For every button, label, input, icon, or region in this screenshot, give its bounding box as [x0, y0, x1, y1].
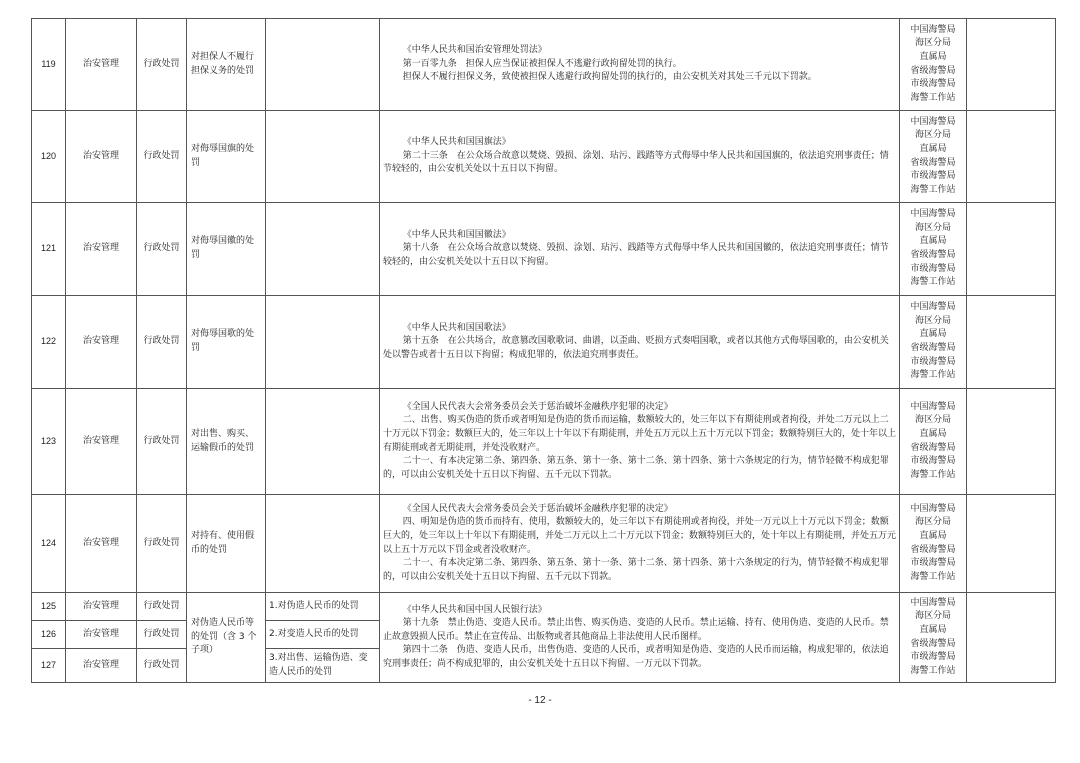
org-name: 市级海警局 [910, 652, 956, 663]
group-item: 对伪造人民币等的处罚（含 3 个子项） [187, 593, 266, 683]
row-number: 122 [32, 296, 66, 389]
row-legal-basis [380, 389, 900, 495]
org-name: 直属局 [919, 624, 947, 635]
group-legal-basis [380, 593, 900, 683]
row-category: 治安管理 [66, 203, 137, 296]
org-name: 海区分局 [914, 415, 951, 426]
row-type: 行政处罚 [137, 649, 187, 683]
row-item: 对侮辱国旗的处罚 [187, 111, 266, 203]
legal-basis-line: 《中华人民共和国国徽法》 [402, 229, 511, 240]
org-name: 中国海警局 [910, 302, 956, 313]
org-name: 海区分局 [914, 222, 951, 233]
row-type: 行政处罚 [137, 593, 187, 621]
legal-basis-line: 《全国人民代表大会常务委员会关于惩治破坏金融秩序犯罪的决定》 [402, 503, 673, 514]
row-legal-basis [380, 203, 900, 296]
org-name: 市级海警局 [910, 263, 956, 274]
table-row [32, 296, 1056, 389]
row-remark [967, 389, 1056, 495]
org-name: 海区分局 [914, 611, 951, 622]
row-type: 行政处罚 [137, 389, 187, 495]
table-row [32, 495, 1056, 593]
group-remark [967, 593, 1056, 683]
org-name: 省级海警局 [910, 65, 956, 76]
org-name: 市级海警局 [910, 356, 956, 367]
org-name: 中国海警局 [910, 24, 956, 35]
org-name: 市级海警局 [910, 79, 956, 90]
row-organizations [900, 203, 967, 296]
row-organizations [900, 389, 967, 495]
row-category: 治安管理 [66, 19, 137, 111]
table-row [32, 111, 1056, 203]
legal-basis-line: 《中华人民共和国治安管理处罚法》 [402, 45, 547, 56]
row-number: 123 [32, 389, 66, 495]
row-category: 治安管理 [66, 296, 137, 389]
org-name: 省级海警局 [910, 343, 956, 353]
org-name: 中国海警局 [910, 503, 956, 514]
row-type: 行政处罚 [137, 203, 187, 296]
row-organizations [900, 19, 967, 111]
org-name: 省级海警局 [910, 157, 956, 168]
enforcement-table [31, 18, 1056, 683]
row-category: 治安管理 [66, 111, 137, 203]
row-subitem [266, 389, 380, 495]
legal-basis-line: 第二十三条 在公众场合故意以焚烧、毁损、涂划、玷污、践踏等方式侮辱中华人民共和国国旗的，依法追究刑事责任；情节较轻的，由公安机关处以十五日以下拘留。 [383, 150, 889, 175]
row-organizations [900, 111, 967, 203]
row-item: 对侮辱国徽的处罚 [187, 203, 266, 296]
row-type: 行政处罚 [137, 495, 187, 593]
org-name: 直属局 [919, 51, 947, 62]
legal-basis-line: 第四十二条 伪造、变造人民币，出售伪造、变造的人民币，或者明知是伪造、变造的人民币而运输，构成犯罪的，依法追究刑事责任；尚不构成犯罪的，由公安机关处十五日以下拘留、一万元以下罚款。 [383, 645, 889, 669]
row-subitem [266, 19, 380, 111]
legal-basis-line: 二、出售、购买伪造的货币或者明知是伪造的货币而运输，数额较大的，处三年以下有期徒刑或者拘役，并处二万元以上二十万元以下罚金；数额巨大的，处三年以上十年以下有期徒刑，并处五万元以上五十万元以下罚金；数额特别巨大的，处十年以上有期徒刑或者无期徒刑，并处没收财产。 [383, 415, 897, 453]
row-remark [967, 19, 1056, 111]
legal-basis-line: 第十五条 在公共场合，故意篡改国歌歌词、曲谱，以歪曲、贬损方式奏唱国歌，或者以其他方式侮辱国歌的，由公安机关处以警告或者十五日以下拘留；构成犯罪的，依法追究刑事责任。 [383, 336, 889, 360]
legal-basis-line: 二十一、有本决定第二条、第四条、第五条、第十一条、第十二条、第十四条、第十六条规定的行为，情节轻微不构成犯罪的，可以由公安机关处十五日以下拘留、五千元以下罚款。 [383, 558, 889, 582]
row-category: 治安管理 [66, 649, 137, 683]
legal-basis-line: 担保人不履行担保义务，致使被担保人逃避行政拘留处罚的执行的，由公安机关对其处三千元以下罚款。 [402, 72, 817, 83]
legal-basis-line: 第十九条 禁止伪造、变造人民币。禁止出售、购买伪造、变造的人民币。禁止运输、持有、使用伪造、变造的人民币。禁止故意毁损人民币。禁止在宣传品、出版物或者其他商品上非法使用人民币图样。 [383, 618, 889, 642]
org-name: 市级海警局 [910, 558, 956, 569]
row-category: 治安管理 [66, 621, 137, 649]
org-name: 海警工作站 [910, 571, 956, 582]
legal-basis-line: 二十一、有本决定第二条、第四条、第五条、第十一条、第十二条、第十四条、第十六条规定的行为，情节轻微不构成犯罪的，可以由公安机关处十五日以下拘留、五千元以下罚款。 [383, 456, 889, 480]
row-number: 126 [32, 621, 66, 649]
row-number: 125 [32, 593, 66, 621]
org-name: 市级海警局 [910, 456, 956, 467]
org-name: 直属局 [919, 329, 947, 340]
org-name: 海区分局 [914, 315, 951, 326]
legal-basis-line: 四、明知是伪造的货币而持有、使用，数额较大的，处三年以下有期徒刑或者拘役，并处一万元以上十万元以下罚金；数额巨大的，处三年以上十年以下有期徒刑，并处二万元以上二十万元以下罚金；数额特别巨大的，处十年以上有期徒刑，并处五万元以上五十万元以下罚金或者没收财产。 [383, 517, 897, 555]
row-number: 127 [32, 649, 66, 683]
row-type: 行政处罚 [137, 621, 187, 649]
table-row [32, 19, 1056, 111]
group-organizations [900, 593, 967, 683]
row-remark [967, 203, 1056, 296]
org-name: 中国海警局 [910, 597, 956, 608]
row-remark [967, 495, 1056, 593]
row-subitem [266, 111, 380, 203]
row-subitem: 1.对伪造人民币的处罚 [266, 593, 380, 621]
legal-basis-line: 《中华人民共和国国歌法》 [402, 322, 511, 333]
row-legal-basis [380, 111, 900, 203]
legal-basis-line: 第一百零九条 担保人应当保证被担保人不逃避行政拘留处罚的执行。 [402, 58, 682, 69]
legal-basis-line: 《中华人民共和国中国人民银行法》 [402, 604, 547, 615]
row-number: 124 [32, 495, 66, 593]
org-name: 省级海警局 [910, 544, 956, 555]
row-item: 对持有、使用假币的处罚 [187, 495, 266, 593]
org-name: 省级海警局 [910, 250, 956, 260]
org-name: 海警工作站 [910, 370, 956, 381]
row-subitem: 2.对变造人民币的处罚 [266, 621, 380, 649]
org-name: 海区分局 [914, 517, 951, 528]
legal-basis-line: 《中华人民共和国国旗法》 [402, 137, 511, 148]
org-name: 海警工作站 [910, 184, 956, 195]
org-name: 直属局 [919, 530, 947, 541]
legal-basis-line: 第十八条 在公众场合故意以焚烧、毁损、涂划、玷污、践踏等方式侮辱中华人民共和国国徽的，依法追究刑事责任；情节较轻的，由公安机关处以十五日以下拘留。 [383, 243, 889, 267]
org-name: 直属局 [919, 143, 947, 154]
row-category: 治安管理 [66, 389, 137, 495]
table-row [32, 389, 1056, 495]
org-name: 中国海警局 [910, 401, 956, 412]
row-number: 119 [32, 19, 66, 111]
row-remark [967, 111, 1056, 203]
row-organizations [900, 495, 967, 593]
row-type: 行政处罚 [137, 296, 187, 389]
table-row [32, 593, 1056, 621]
row-item: 对侮辱国歌的处罚 [187, 296, 266, 389]
org-name: 海警工作站 [910, 665, 956, 676]
org-name: 市级海警局 [910, 171, 956, 182]
row-type: 行政处罚 [137, 111, 187, 203]
org-name: 海区分局 [914, 130, 951, 141]
org-name: 省级海警局 [910, 638, 956, 649]
row-legal-basis [380, 495, 900, 593]
row-number: 121 [32, 203, 66, 296]
row-subitem [266, 495, 380, 593]
org-name: 海警工作站 [910, 277, 956, 288]
row-category: 治安管理 [66, 495, 137, 593]
row-legal-basis [380, 296, 900, 389]
org-name: 中国海警局 [910, 116, 956, 127]
row-subitem: 3.对出售、运输伪造、变造人民币的处罚 [266, 649, 380, 683]
row-organizations [900, 296, 967, 389]
row-remark [967, 296, 1056, 389]
table-row [32, 203, 1056, 296]
row-subitem [266, 296, 380, 389]
org-name: 省级海警局 [910, 442, 956, 453]
row-category: 治安管理 [66, 593, 137, 621]
row-number: 120 [32, 111, 66, 203]
row-type: 行政处罚 [137, 19, 187, 111]
org-name: 海警工作站 [910, 92, 956, 103]
org-name: 直属局 [919, 236, 947, 247]
row-item: 对出售、购买、运输假币的处罚 [187, 389, 266, 495]
org-name: 直属局 [919, 428, 947, 439]
org-name: 中国海警局 [910, 209, 956, 220]
row-legal-basis [380, 19, 900, 111]
org-name: 海区分局 [914, 38, 951, 49]
org-name: 海警工作站 [910, 469, 956, 480]
row-subitem [266, 203, 380, 296]
legal-basis-line: 《全国人民代表大会常务委员会关于惩治破坏金融秩序犯罪的决定》 [402, 401, 673, 412]
row-item: 对担保人不履行担保义务的处罚 [187, 19, 266, 111]
page-number: - 12 - [528, 695, 552, 706]
